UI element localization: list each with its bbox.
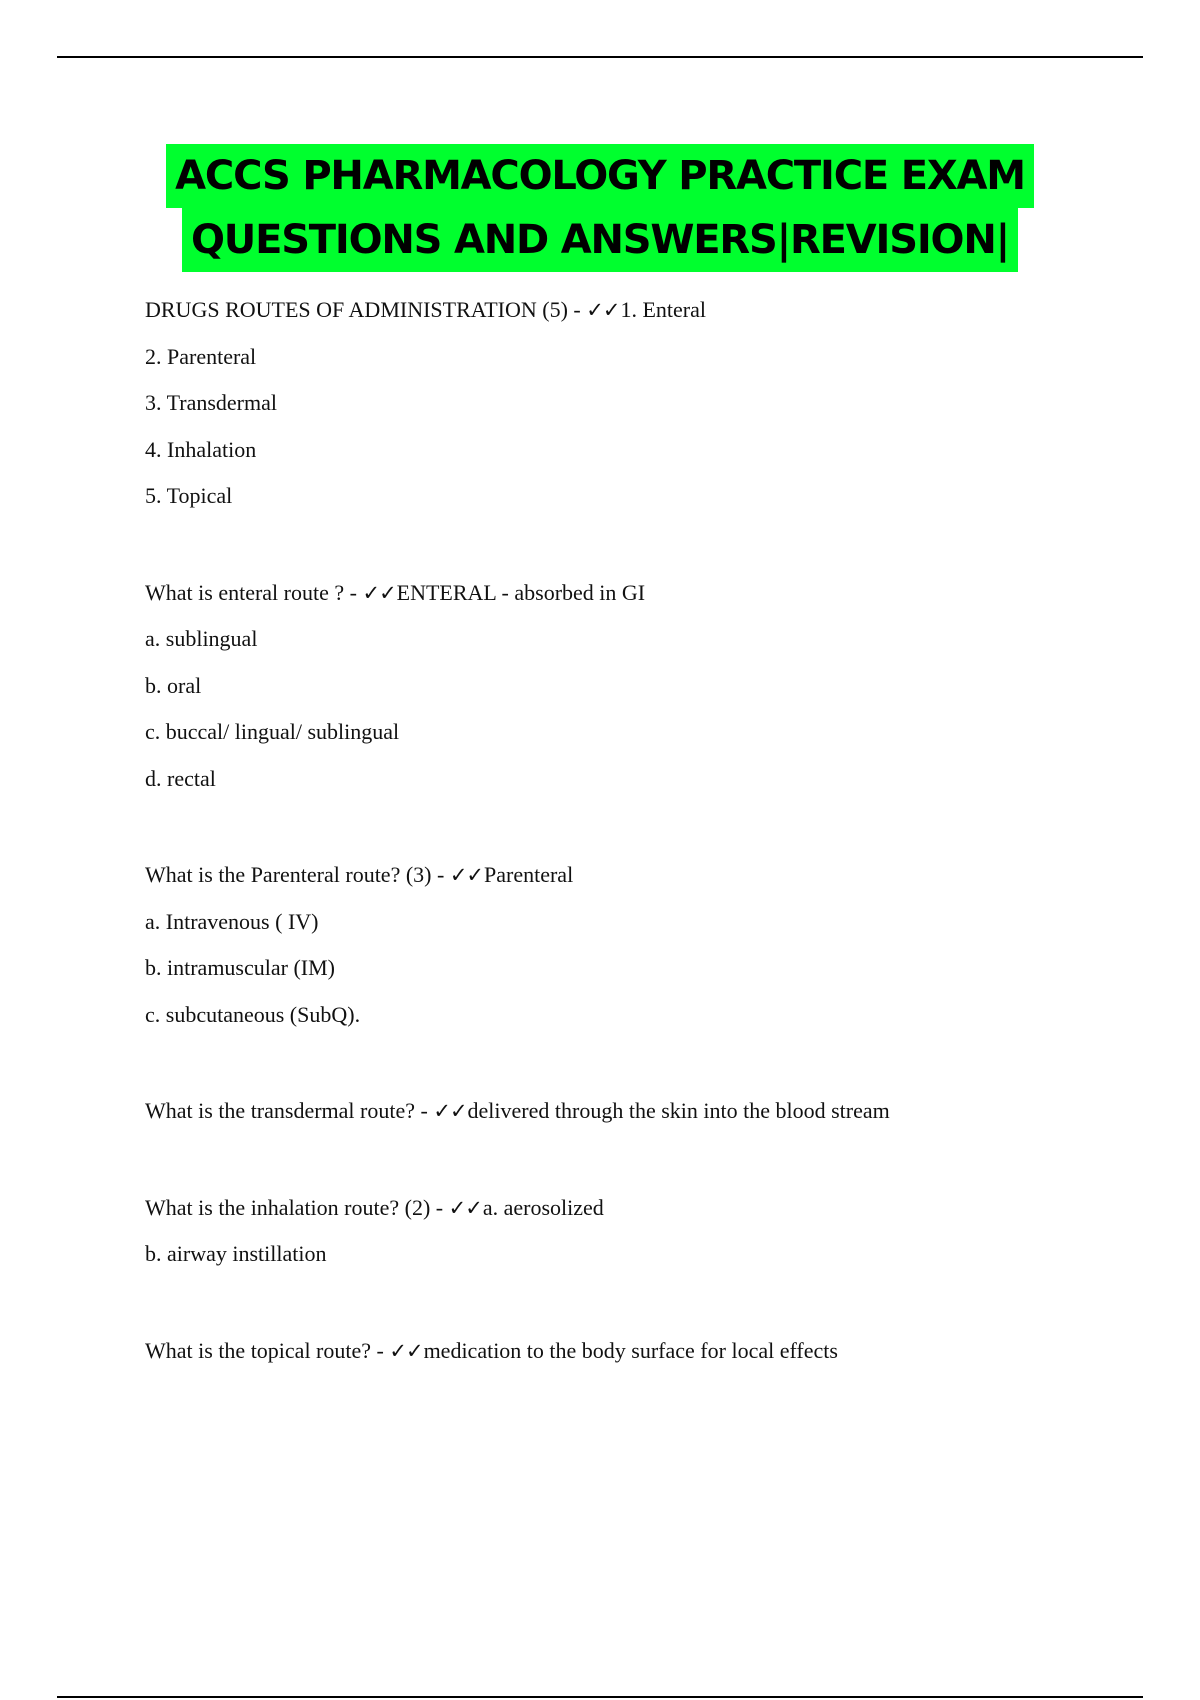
question-text: What is enteral route ? - bbox=[145, 579, 363, 605]
qa-item bbox=[145, 852, 1105, 1038]
answer-line: c. buccal/ lingual/ sublingual bbox=[145, 719, 400, 744]
question-line bbox=[145, 287, 1105, 334]
question-line bbox=[145, 1185, 1105, 1232]
question-text: What is the topical route? - bbox=[145, 1337, 390, 1363]
answer-line: c. subcutaneous (SubQ). bbox=[145, 1001, 361, 1027]
answer-text: delivered through the skin into the blood stream bbox=[467, 1098, 890, 1123]
answer-text: Parenteral bbox=[484, 862, 574, 887]
question-text: What is the inhalation route? (2) - bbox=[145, 1194, 449, 1220]
answer-text: medication to the body surface for local effects bbox=[423, 1337, 838, 1363]
title-line-1: ACCS PHARMACOLOGY PRACTICE EXAM bbox=[166, 144, 1034, 208]
answer-line: 4. Inhalation bbox=[145, 436, 257, 462]
answer-line: 3. Transdermal bbox=[145, 390, 277, 415]
question-line bbox=[145, 852, 1105, 899]
question-line bbox=[145, 1328, 1105, 1375]
top-rule bbox=[57, 56, 1143, 58]
double-check-icon: ✓✓ bbox=[449, 863, 484, 887]
double-check-icon: ✓✓ bbox=[433, 1099, 467, 1123]
double-check-icon: ✓✓ bbox=[362, 580, 396, 605]
answer-line: b. intramuscular (IM) bbox=[145, 955, 335, 980]
question-text: What is the Parenteral route? (3) - bbox=[145, 862, 450, 887]
question-line bbox=[145, 1088, 1105, 1135]
answer-text: a. aerosolized bbox=[482, 1194, 604, 1220]
qa-item bbox=[145, 287, 1105, 520]
qa-content bbox=[145, 287, 1105, 1424]
bottom-rule bbox=[57, 1696, 1143, 1698]
qa-item bbox=[145, 1088, 1105, 1135]
qa-item bbox=[145, 570, 1105, 803]
question-text: What is the transdermal route? - bbox=[145, 1098, 434, 1123]
double-check-icon: ✓✓ bbox=[586, 298, 620, 322]
answer-line: a. sublingual bbox=[145, 626, 258, 651]
title-line-2: QUESTIONS AND ANSWERS|REVISION| bbox=[182, 208, 1018, 272]
question-text: DRUGS ROUTES OF ADMINISTRATION (5) - bbox=[145, 297, 587, 322]
answer-text: ENTERAL - absorbed in GI bbox=[396, 579, 646, 605]
answer-line: d. rectal bbox=[145, 765, 216, 791]
answer-line: b. airway instillation bbox=[145, 1241, 327, 1266]
double-check-icon: ✓✓ bbox=[389, 1338, 423, 1363]
answer-line: a. Intravenous ( IV) bbox=[145, 908, 319, 934]
answer-line: b. oral bbox=[145, 672, 202, 698]
qa-item bbox=[145, 1185, 1105, 1278]
qa-item bbox=[145, 1328, 1105, 1375]
answer-text: 1. Enteral bbox=[620, 297, 706, 322]
question-line bbox=[145, 570, 1105, 617]
answer-line: 2. Parenteral bbox=[145, 343, 257, 369]
answer-line: 5. Topical bbox=[145, 483, 233, 508]
page-title bbox=[0, 144, 1200, 272]
double-check-icon: ✓✓ bbox=[448, 1195, 482, 1220]
